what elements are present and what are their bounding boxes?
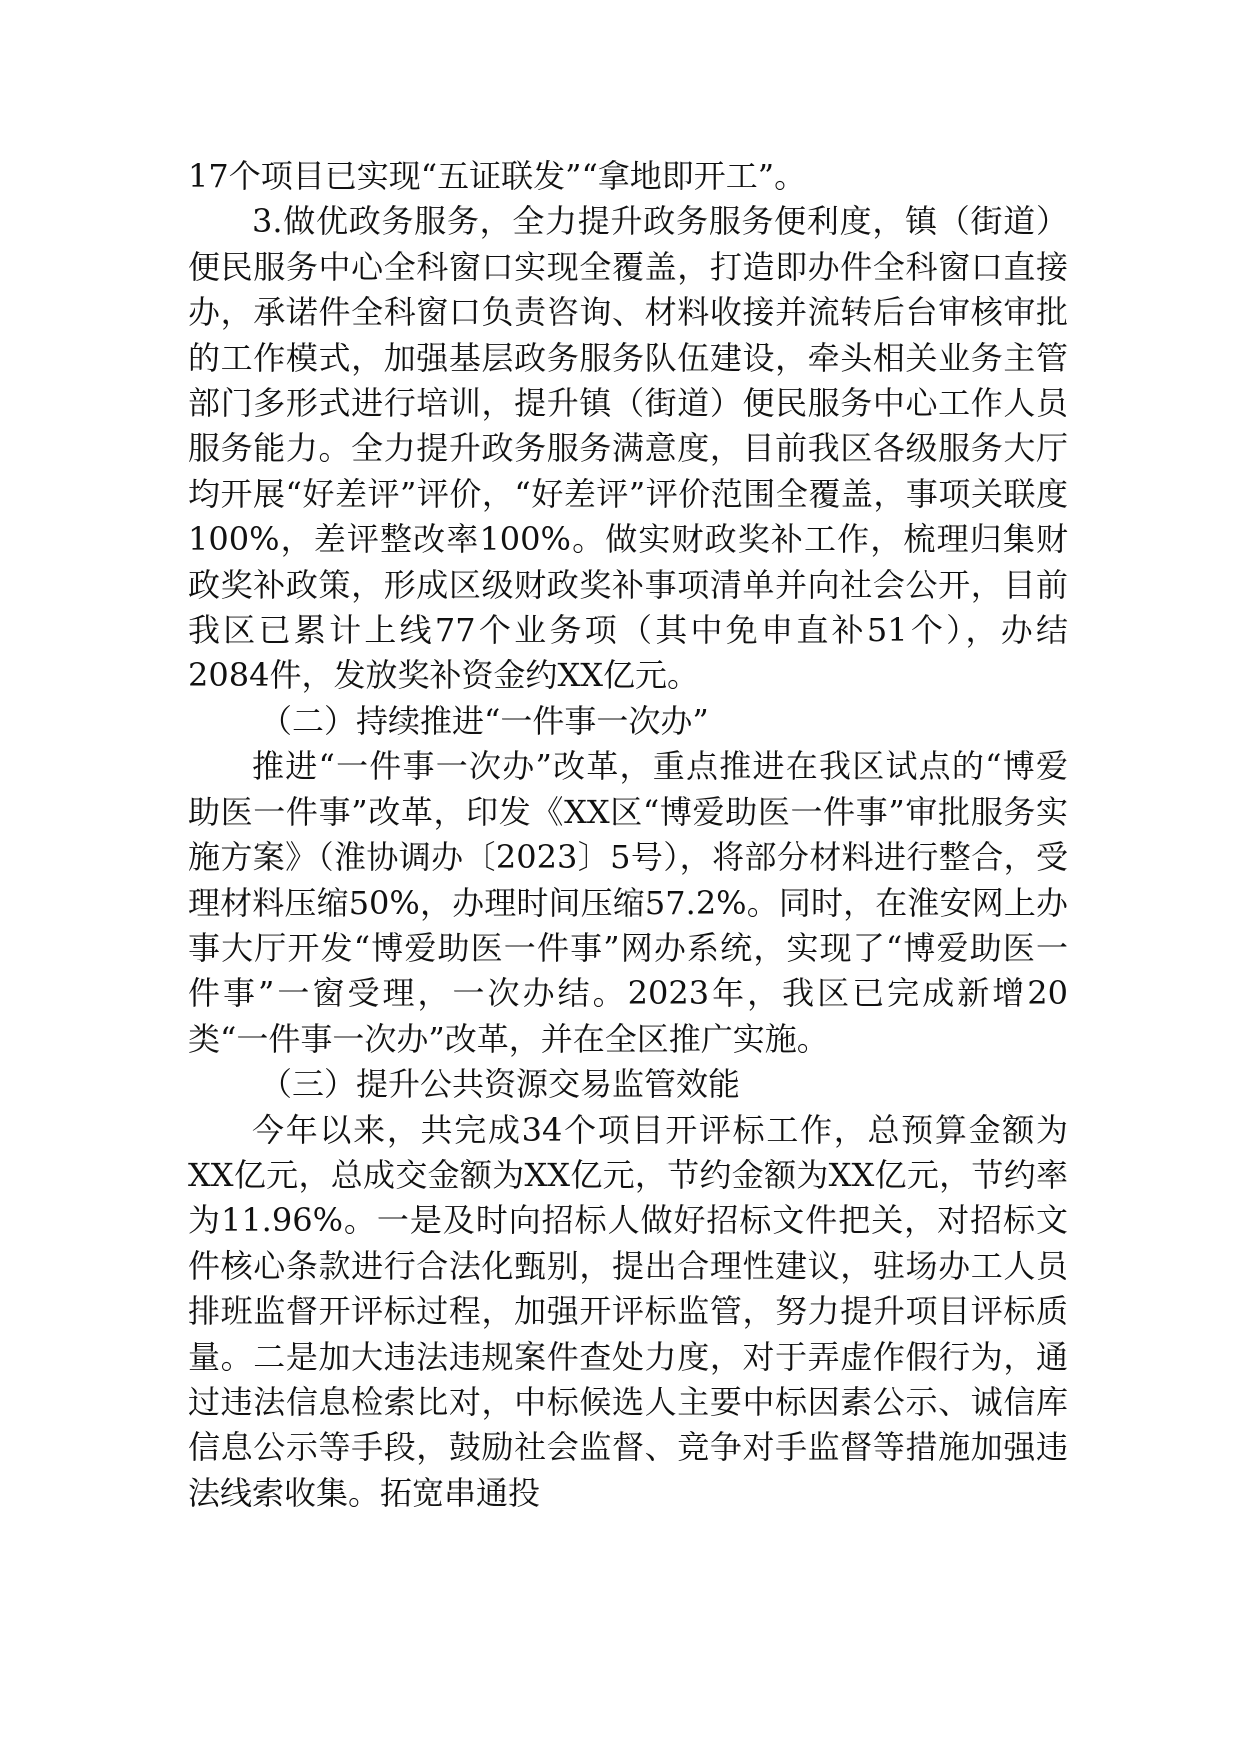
- paragraph-one-thing-reform: 推进“一件事一次办”改革，重点推进在我区试点的“博爱助医一件事”改革，印发《XX区“博爱助医一件事”审批服务实施方案》（淮协调办〔2023〕5号），将部分材料进行整合，受理材料压缩50%，办理时间压缩57.2%。同时，在淮安网上办事大厅开发“博爱助医一件事”网办系统，实现了“博爱助医一件事”一窗受理，一次办结。2023年，我区已完成新增20类“一件事一次办”改革，并在全区推广实施。: [188, 747, 1068, 1058]
- paragraph-government-services: 3.做优政务服务，全力提升政务服务便利度，镇（街道）便民服务中心全科窗口实现全覆盖，打造即办件全科窗口直接办，承诺件全科窗口负责咨询、材料收接并流转后台审核审批的工作模式，加强基层政务服务队伍建设，牵头相关业务主管部门多形式进行培训，提升镇（街道）便民服务中心工作人员服务能力。全力提升政务服务满意度，目前我区各级服务大厅均开展“好差评”评价，“好差评”评价范围全覆盖，事项关联度100%，差评整改率100%。做实财政奖补工作，梳理归集财政奖补政策，形成区级财政奖补事项清单并向社会公开，目前我区已累计上线77个业务项（其中免申直补51个），办结2084件，发放奖补资金约XX亿元。: [188, 202, 1068, 695]
- section-heading-one-thing: （二）持续推进“一件事一次办”: [260, 701, 709, 740]
- section-heading-public-resources: （三）提升公共资源交易监管效能: [260, 1065, 741, 1104]
- paragraph-continuation: 17个项目已实现“五证联发”“拿地即开工”。: [188, 157, 807, 195]
- paragraph-bidding-supervision: 今年以来，共完成34个项目开评标工作，总预算金额为XX亿元，总成交金额为XX亿元，节约金额为XX亿元，节约率为11.96%。一是及时向招标人做好招标文件把关，对招标文件核心条款进行合法化甄别，提出合理性建议，驻场办工人员排班监督开评标过程，加强开评标监管，努力提升项目评标质量。二是加大违法违规案件查处力度，对于弄虚作假行为，通过违法信息检索比对，中标候选人主要中标因素公示、诚信库信息公示等手段，鼓励社会监督、竞争对手监督等措施加强违法线索收集。拓宽串通投: [188, 1110, 1068, 1512]
- document-body: [188, 154, 1068, 1516]
